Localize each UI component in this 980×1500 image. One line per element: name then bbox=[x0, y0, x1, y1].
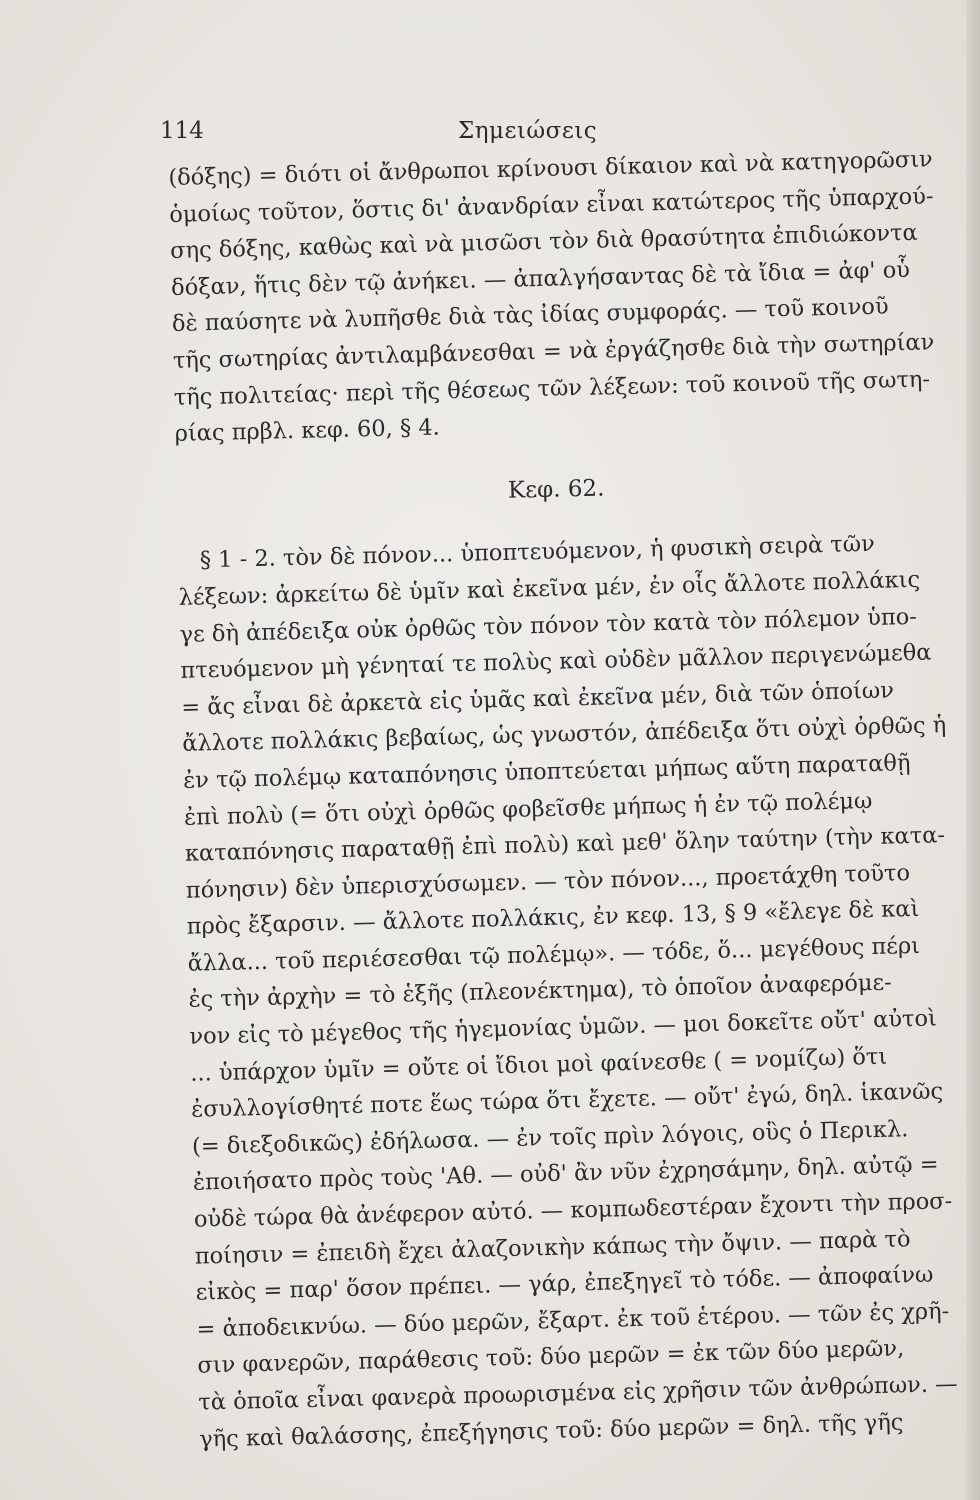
text-line: ... ὑπάρχον ὑμῖν = οὔτε οἱ ἴδιοι μοὶ φαίνεσθε ( = νομίζω) ὅτι bbox=[190, 1043, 888, 1087]
text-line: δὲ παύσητε νὰ λυπῆσθε διὰ τὰς ἰδίας συμφοράς. — τοῦ κοινοῦ bbox=[171, 293, 889, 338]
text-line: γε δὴ ἀπέδειξα οὐκ ὀρθῶς τὸν πόνον τὸν κατὰ τὸν πόλεμον ὑπο- bbox=[179, 603, 918, 648]
text-line: σιν φανερῶν, παράθεσις τοῦ: δύο μερῶν = ἐκ τῶν δύο μερῶν, bbox=[197, 1335, 905, 1380]
text-line: λέξεων: ἀρκείτω δὲ ὑμῖν καὶ ἐκεῖνα μέν, ἐν οἷς ἄλλοτε πολλάκις bbox=[178, 566, 921, 611]
page-number: 114 bbox=[160, 118, 204, 144]
text-line: ἐσυλλογίσθητέ ποτε ἕως τώρα ὅτι ἔχετε. — οὔτ' ἐγώ, δηλ. ἱκανῶς bbox=[190, 1078, 944, 1123]
running-title: Σημειώσεις bbox=[458, 118, 598, 144]
text-line: καταπόνησις παραταθῇ ἐπὶ πολὺ) καὶ μεθ' ὅλην ταύτην (τὴν κατα- bbox=[184, 822, 946, 867]
text-line: πόνησιν) δὲν ὑπερισχύσωμεν. — τὸν πόνον..., προετάχθη τοῦτο bbox=[185, 859, 911, 904]
text-line: ἄλλα... τοῦ περιέσεσθαι τῷ πολέμῳ». — τόδε, ὅ... μεγέθους πέρι bbox=[187, 932, 921, 977]
text-line: σης δόξης, καθὼς καὶ νὰ μισῶσι τὸν διὰ θρασύτητα ἐπιδιώκοντα bbox=[169, 219, 919, 265]
notes-block-2 bbox=[177, 525, 958, 1458]
text-line: γῆς καὶ θαλάσσης, ἐπεξήγησις τοῦ: δύο μερῶν = δηλ. τῆς γῆς bbox=[198, 1409, 904, 1453]
body-text bbox=[168, 142, 958, 1458]
text-line: πρὸς ἔξαρσιν. — ἄλλοτε πολλάκις, ἐν κεφ. 13, § 9 «ἔλεγε δὲ καὶ bbox=[186, 896, 920, 941]
text-line: ποίησιν = ἐπειδὴ ἔχει ἀλαζονικὴν κάπως τὴν ὄψιν. — παρὰ τὸ bbox=[194, 1225, 911, 1270]
chapter-heading: Κεφ. 62. bbox=[507, 475, 605, 504]
page-edge bbox=[966, 0, 980, 1500]
text-line: ἄλλοτε πολλάκις βεβαίως, ὡς γνωστόν, ἀπέδειξα ὅτι οὐχὶ ὀρθῶς ἡ bbox=[181, 712, 947, 758]
text-line: δόξαν, ἥτις δὲν τῷ ἀνήκει. — ἀπαλγήσαντας δὲ τὰ ἴδια = ἀφ' οὗ bbox=[170, 256, 911, 301]
text-line: ἐν τῷ πολέμῳ καταπόνησις ὑποπτεύεται μήπως αὕτη παραταθῇ bbox=[182, 749, 911, 794]
text-line: = ἀποδεικνύω. — δύο μερῶν, ἔξαρτ. ἐκ τοῦ ἑτέρου. — τῶν ἐς χρῆ- bbox=[196, 1298, 950, 1343]
text-line: ἐποιήσατο πρὸς τοὺς 'Αθ. — οὐδ' ἂν νῦν ἐχρησάμην, δηλ. αὐτῷ = bbox=[192, 1151, 939, 1197]
text-line: § 1 - 2. τὸν δὲ πόνον... ὑποπτευόμενον, ἡ φυσικὴ σειρὰ τῶν bbox=[199, 531, 876, 574]
text-line: τῆς σωτηρίας ἀντιλαμβάνεσθαι = νὰ ἐργάζησθε διὰ τὴν σωτηρίαν bbox=[172, 329, 935, 374]
text-line: ρίας πρβλ. κεφ. 60, § 4. bbox=[174, 414, 441, 448]
text-line: τὰ ὁποῖα εἶναι φανερὰ προωρισμένα εἰς χρῆσιν τῶν ἀνθρώπων. — bbox=[198, 1371, 958, 1416]
text-line: ἐς τὴν ἀρχὴν = τὸ ἑξῆς (πλεονέκτημα), τὸ ὁποῖον ἀναφερόμε- bbox=[188, 970, 893, 1014]
text-line: νον εἰς τὸ μέγεθος τῆς ἡγεμονίας ὑμῶν. — μοι δοκεῖτε οὔτ' αὐτοὶ bbox=[189, 1005, 938, 1050]
text-line: (δόξης) = διότι οἱ ἄνθρωποι κρίνουσι δίκαιον καὶ νὰ κατηγορῶσιν bbox=[168, 146, 934, 191]
text-line: οὐδὲ τώρα θὰ ἀνέφερον αὐτό. — κομπωδεστέραν ἔχοντι τὴν προσ- bbox=[193, 1188, 953, 1233]
text-line: = ἄς εἶναι δὲ ἀρκετὰ εἰς ὑμᾶς καὶ ἐκεῖνα μέν, διὰ τῶν ὁποίων bbox=[181, 677, 895, 721]
text-line: (= διεξοδικῶς) ἐδήλωσα. — ἐν τοῖς πρὶν λόγοις, οὓς ὁ Περικλ. bbox=[191, 1116, 909, 1160]
text-line: τῆς πολιτείας· περὶ τῆς θέσεως τῶν λέξεων: τοῦ κοινοῦ τῆς σωτη- bbox=[173, 366, 931, 411]
text-line: ὁμοίως τοῦτον, ὅστις δι' ἀνανδρίαν εἶναι κατώτερος τῆς ὑπαρχού- bbox=[169, 182, 934, 228]
text-line: ἐπὶ πολὺ (= ὅτι οὐχὶ ὀρθῶς φοβεῖσθε μήπως ἡ ἐν τῷ πολέμῳ bbox=[183, 787, 873, 831]
text-line: εἰκὸς = παρ' ὅσον πρέπει. — γάρ, ἐπεξηγεῖ τὸ τόδε. — ἀποφαίνω bbox=[195, 1261, 934, 1306]
text-line: πτευόμενον μὴ γένηταί τε πολὺς καὶ οὐδὲν μᾶλλον περιγενώμεθα bbox=[180, 639, 932, 684]
notes-block-1 bbox=[168, 142, 935, 453]
